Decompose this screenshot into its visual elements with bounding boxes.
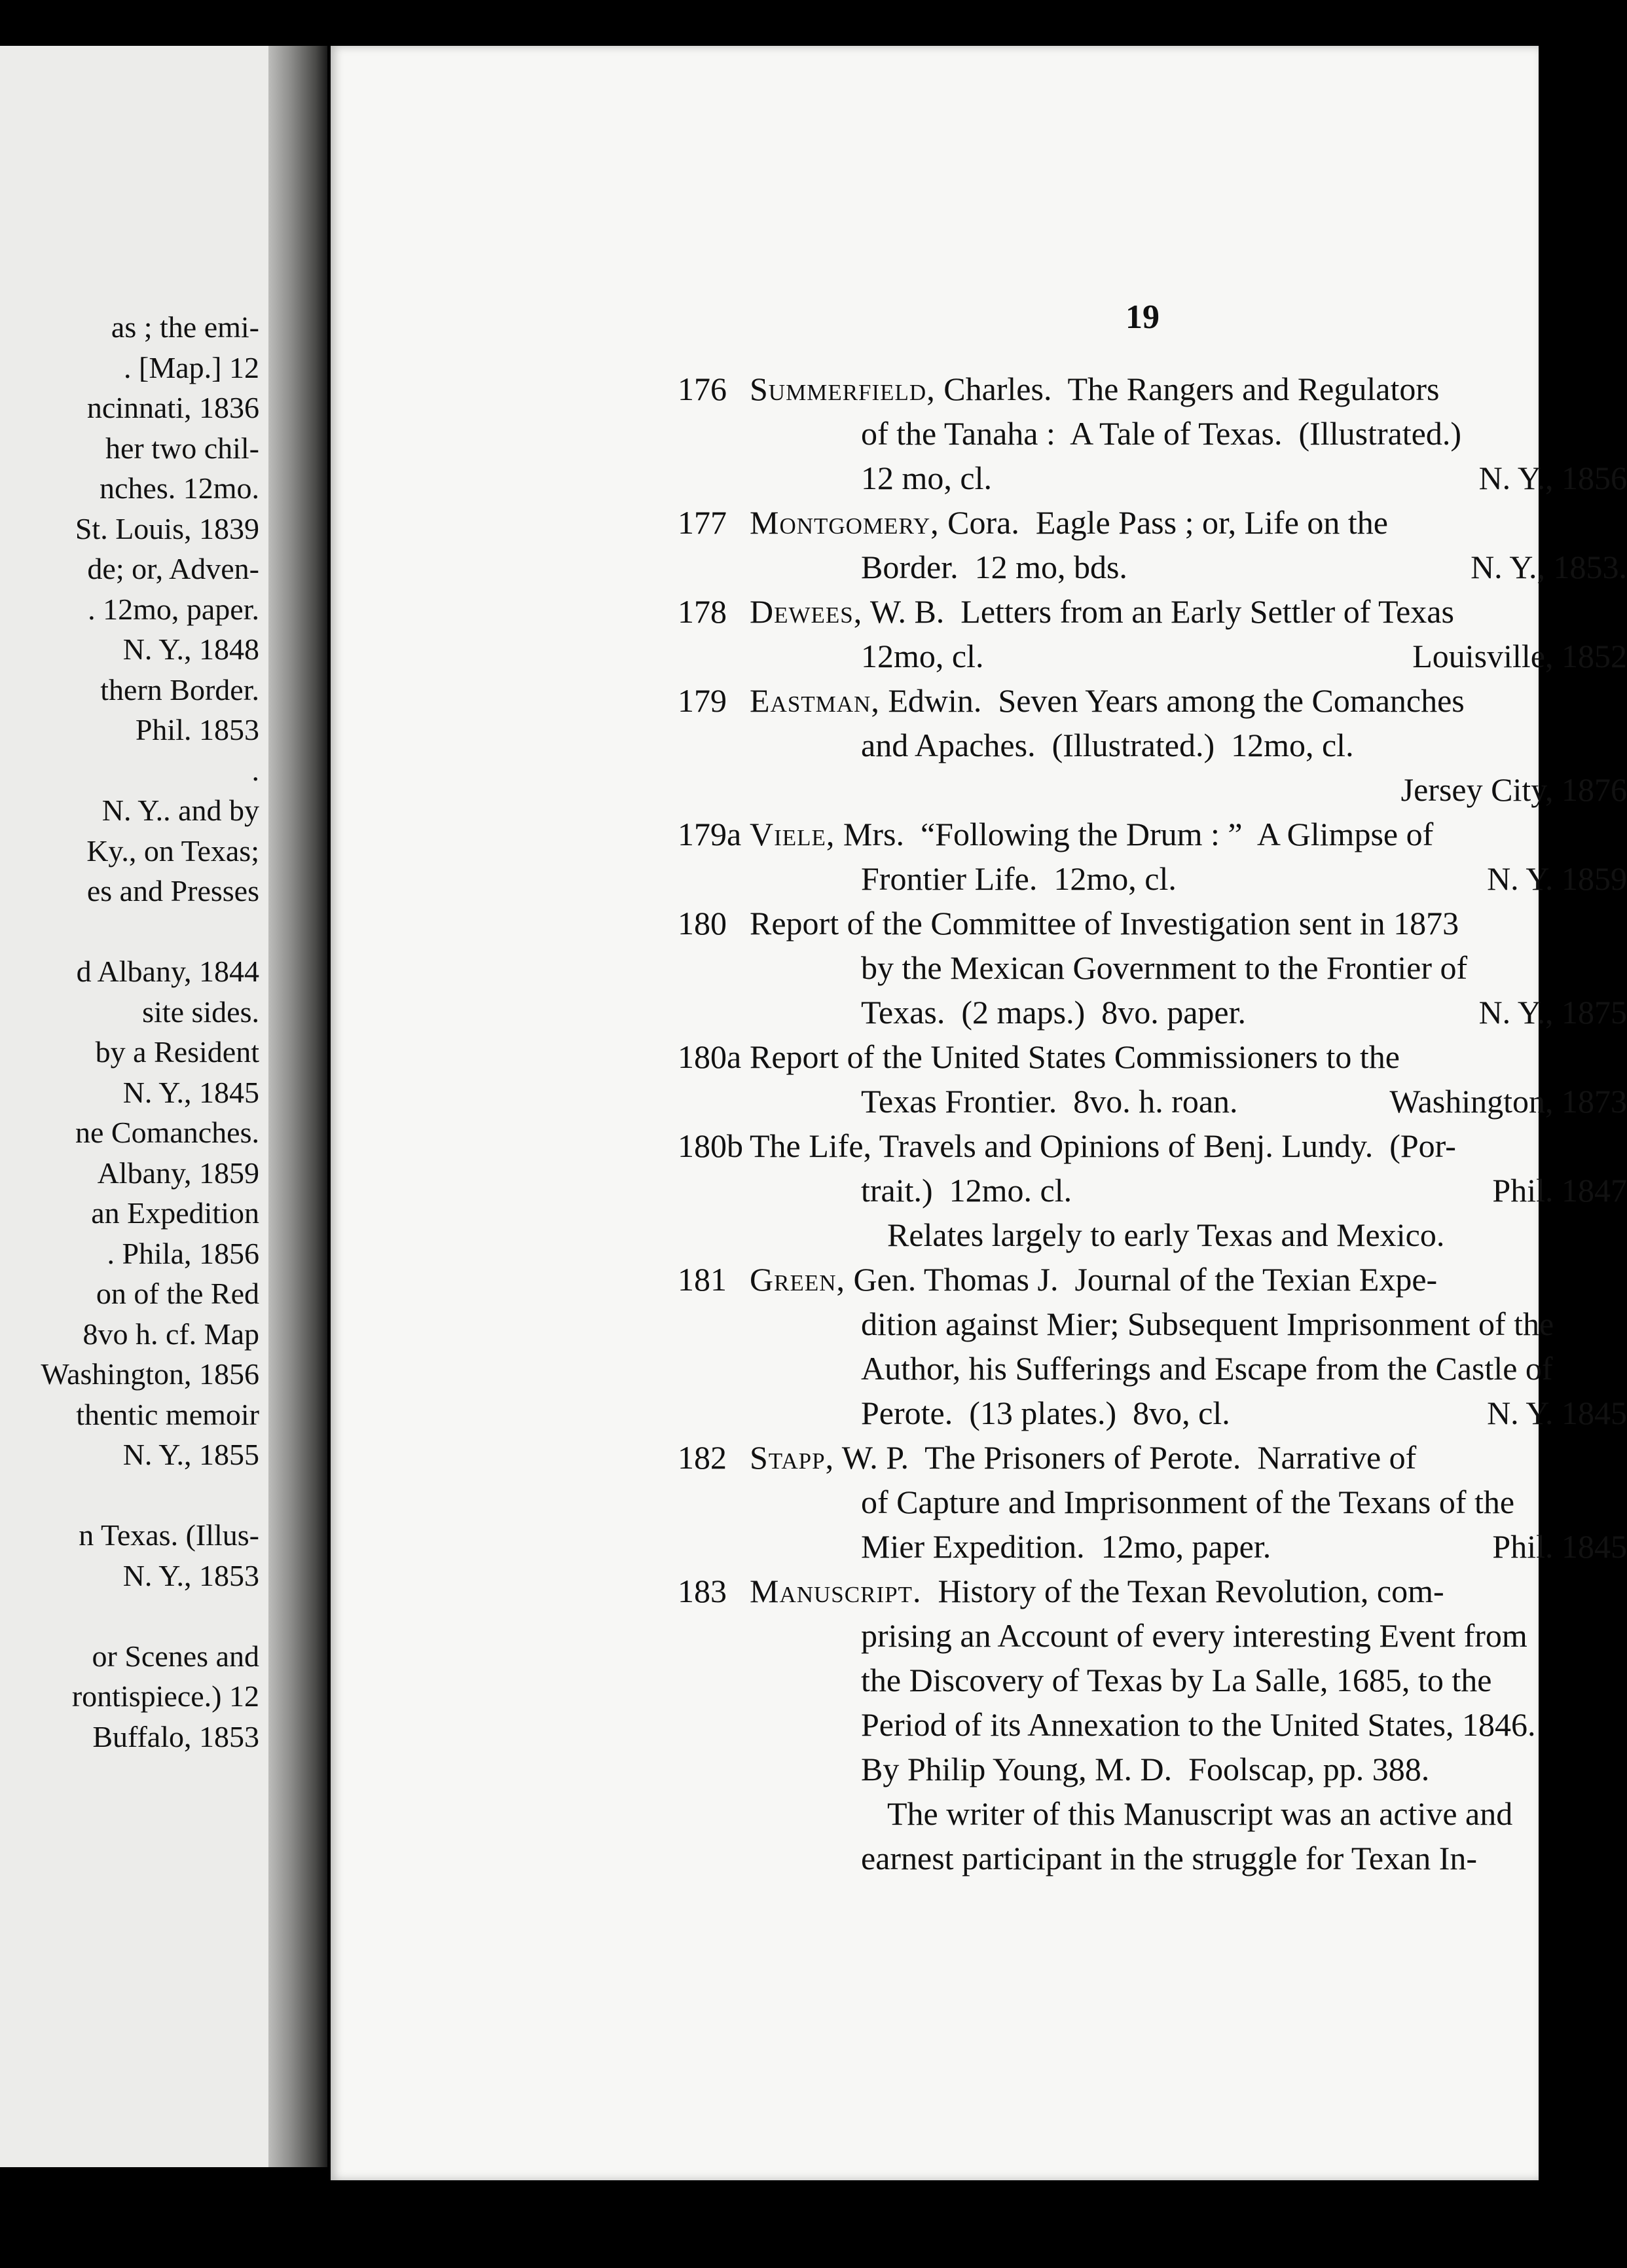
imprint: Phil. 1845 — [1492, 1528, 1627, 1565]
entry-line — [678, 545, 1627, 589]
left-page-line: thern Border. — [100, 672, 259, 706]
entry-text — [750, 856, 1627, 901]
entry-line-left — [861, 1617, 1527, 1654]
gutter-shadow — [268, 46, 327, 2167]
entry-text — [750, 1346, 1627, 1391]
entry-body: Texas Frontier. 8vo. h. roan. — [861, 1083, 1238, 1120]
left-page-line: thentic memoir — [76, 1397, 259, 1431]
entry-body: Mier Expedition. 12mo, paper. — [861, 1528, 1271, 1565]
entry-line-left — [861, 1524, 1271, 1569]
entry-line-left — [861, 415, 1461, 452]
left-page-line: by a Resident — [95, 1035, 259, 1069]
entry-line — [678, 1168, 1627, 1213]
entry-note: The writer of this Manuscript was an active and — [887, 1795, 1513, 1832]
entry-text — [750, 1257, 1627, 1302]
entry-body: Author, his Sufferings and Escape from the Castle of — [861, 1350, 1553, 1387]
entry-line-content — [750, 905, 1459, 942]
entry-body: Border. 12 mo, bds. — [861, 549, 1127, 585]
entry-line-left — [861, 949, 1467, 986]
entry-line-left — [861, 1391, 1230, 1435]
entry-line-left — [861, 1840, 1477, 1876]
entry-body: trait.) 12mo. cl. — [861, 1172, 1072, 1209]
entry-line-content — [861, 545, 1627, 589]
left-page-line: . [Map.] 12 — [124, 350, 259, 384]
entry-number: 179a — [678, 816, 742, 852]
left-page-line: d Albany, 1844 — [76, 955, 259, 988]
entry-line — [678, 723, 1627, 767]
entry-line-left — [861, 1751, 1429, 1787]
catalogue-entry — [678, 367, 1627, 500]
entry-text — [750, 1747, 1627, 1791]
entry-line — [678, 1524, 1627, 1569]
left-page-line: rontispiece.) 12 — [71, 1679, 259, 1713]
page-number: 19 — [1125, 299, 1160, 336]
entry-line — [678, 1791, 1627, 1836]
entry-body: 12 mo, cl. — [861, 460, 992, 496]
entry-text — [750, 1302, 1627, 1346]
entry-line-left — [861, 1662, 1491, 1698]
entry-heading: Green, — [750, 1261, 845, 1298]
entry-line-left — [861, 1706, 1535, 1743]
imprint: N. Y., 1856 — [1478, 460, 1627, 496]
entry-body: dition against Mier; Subsequent Imprisonment of the — [861, 1306, 1554, 1342]
imprint: N. Y., 1853. — [1471, 549, 1627, 585]
entry-number: 176 — [678, 371, 727, 407]
entry-line-content — [861, 727, 1354, 763]
entry-text — [750, 456, 1627, 500]
entry-line-left — [861, 1350, 1553, 1387]
entry-body: Edwin. Seven Years among the Comanches — [879, 682, 1465, 719]
entry-line-content — [861, 1350, 1553, 1387]
entry-text — [750, 767, 1627, 812]
left-page-line: N. Y., 1855 — [122, 1438, 259, 1471]
catalogue-entry — [678, 500, 1627, 589]
entry-line-content — [861, 1391, 1627, 1435]
entry-line — [678, 589, 1627, 634]
entry-line — [678, 1079, 1627, 1124]
entry-text — [750, 1480, 1627, 1524]
entry-line-left — [750, 593, 1454, 630]
left-page-line: . 12mo, paper. — [88, 592, 259, 626]
entry-text — [750, 812, 1627, 856]
entry-text — [750, 589, 1627, 634]
entry-line — [678, 1435, 1627, 1480]
entry-line-content — [861, 1306, 1554, 1342]
entry-text — [750, 1702, 1627, 1747]
entry-line-content — [861, 1079, 1627, 1124]
entry-number: 181 — [678, 1261, 727, 1298]
left-page-line: es and Presses — [86, 874, 259, 907]
entry-line-content — [750, 1439, 1416, 1476]
entry-line — [678, 1836, 1627, 1880]
entry-heading: Stapp, — [750, 1439, 835, 1476]
entry-line-content — [861, 856, 1627, 901]
entry-text — [750, 1524, 1627, 1569]
entry-line-content — [861, 1484, 1514, 1520]
entry-line-left — [750, 1038, 1400, 1075]
entry-line-content — [861, 1662, 1491, 1698]
entry-line — [678, 634, 1627, 678]
entry-heading: Viele, — [750, 816, 835, 852]
entry-body: Gen. Thomas J. Journal of the Texian Expe- — [845, 1261, 1438, 1298]
catalogue-entry — [678, 812, 1627, 901]
main-page — [331, 46, 1627, 2180]
left-page-line: ncinnati, 1836 — [86, 391, 259, 424]
imprint: Phil. 1847 — [1492, 1172, 1627, 1209]
catalogue-entry — [678, 901, 1627, 1034]
left-page-line: Ky., on Texas; — [86, 833, 259, 868]
left-page-line: Buffalo, 1853 — [92, 1719, 259, 1753]
entry-line — [678, 367, 1627, 411]
imprint: N. Y. 1859 — [1487, 860, 1627, 897]
entry-number: 180b — [678, 1127, 743, 1164]
entry-line-content — [750, 1261, 1437, 1298]
entry-body: prising an Account of every interesting Event from — [861, 1617, 1527, 1654]
entry-line-left — [750, 1127, 1456, 1164]
entry-body: The Life, Travels and Opinions of Benj. Lundy. (Por- — [750, 1127, 1456, 1164]
entry-line — [678, 812, 1627, 856]
entry-heading: Summerfield, — [750, 371, 936, 407]
left-page-line: her two chil- — [105, 431, 259, 465]
entry-body: W. P. The Prisoners of Perote. Narrative of — [834, 1439, 1417, 1476]
entry-note: Relates largely to early Texas and Mexico. — [887, 1216, 1445, 1253]
facing-page-left — [0, 46, 268, 2167]
entry-text — [750, 990, 1627, 1034]
entry-text — [750, 1391, 1627, 1435]
entry-line — [678, 1747, 1627, 1791]
entry-number: 180a — [678, 1038, 742, 1075]
left-page-line: site sides. — [142, 995, 259, 1029]
entry-line — [678, 1257, 1627, 1302]
entry-body: the Discovery of Texas by La Salle, 1685, to the — [861, 1662, 1492, 1698]
entry-heading: Manuscript. — [750, 1573, 922, 1609]
entry-text — [750, 1836, 1627, 1880]
entry-line-content — [861, 1840, 1477, 1876]
entry-line-content — [861, 415, 1461, 452]
entry-body: Frontier Life. 12mo, cl. — [861, 860, 1177, 897]
entry-line-left — [861, 634, 983, 678]
entry-line — [678, 1480, 1627, 1524]
entry-line-left — [861, 727, 1354, 763]
entry-body: W. B. Letters from an Early Settler of Texas — [862, 593, 1454, 630]
left-page-line: 8vo h. cf. Map — [82, 1317, 259, 1351]
entry-line — [678, 1034, 1627, 1079]
catalogue-entry — [678, 1435, 1627, 1569]
entry-number: 179 — [678, 682, 727, 719]
entry-line-content — [861, 1524, 1627, 1569]
left-page-line: nches. 12mo. — [99, 471, 259, 505]
entry-number: 177 — [678, 504, 727, 541]
entry-text — [750, 411, 1627, 456]
left-page-line: Albany, 1859 — [97, 1156, 259, 1190]
entry-line-left — [750, 816, 1433, 852]
entry-line-left — [861, 1079, 1238, 1124]
entry-text — [750, 1613, 1627, 1658]
left-page-line: Phil. 1853 — [135, 713, 259, 746]
entry-number: 183 — [678, 1573, 727, 1609]
left-page-line: on of the Red — [96, 1277, 259, 1310]
entry-number: 182 — [678, 1439, 727, 1476]
entry-body: Perote. (13 plates.) 8vo, cl. — [861, 1395, 1230, 1431]
entry-line-left — [750, 1573, 1444, 1609]
catalogue-entry — [678, 1257, 1627, 1435]
entry-text — [750, 945, 1627, 990]
entry-heading: Dewees, — [750, 593, 863, 630]
entry-line — [678, 456, 1627, 500]
entry-text — [750, 1213, 1627, 1257]
left-page-line: N. Y., 1845 — [122, 1075, 259, 1109]
left-page-line: or Scenes and — [92, 1639, 259, 1673]
entry-body: History of the Texan Revolution, com- — [921, 1573, 1444, 1609]
entry-text — [750, 634, 1627, 678]
imprint: N. Y. 1845 — [1487, 1395, 1627, 1431]
left-page-line: as ; the emi- — [111, 310, 259, 344]
entry-line — [678, 411, 1627, 456]
entry-line — [678, 678, 1627, 723]
entry-line-content — [861, 949, 1467, 986]
left-page-line: St. Louis, 1839 — [75, 511, 259, 545]
entry-text — [750, 1658, 1627, 1702]
entry-text — [750, 678, 1627, 723]
entry-body: Texas. (2 maps.) 8vo. paper. — [861, 994, 1247, 1031]
imprint: N. Y., 1875 — [1478, 994, 1627, 1031]
imprint: Louisville, 1852 — [1412, 638, 1627, 674]
entry-line-content — [750, 593, 1454, 630]
entry-line-left — [750, 371, 1439, 407]
entry-line — [678, 1613, 1627, 1658]
entry-text — [750, 1034, 1627, 1079]
left-page-line: . — [251, 753, 259, 787]
imprint: Washington, 1873 — [1389, 1083, 1627, 1120]
entry-line — [678, 1658, 1627, 1702]
entry-number: 180 — [678, 905, 727, 942]
entry-line — [678, 1702, 1627, 1747]
entry-line — [678, 945, 1627, 990]
entry-line-content — [861, 990, 1627, 1034]
entry-line-content — [750, 1127, 1456, 1164]
entry-line — [678, 1124, 1627, 1168]
entry-body: Report of the Committee of Investigation sent in 1873 — [750, 905, 1459, 942]
entry-body: Cora. Eagle Pass ; or, Life on the — [939, 504, 1388, 541]
entry-body: 12mo, cl. — [861, 638, 984, 674]
entry-line — [678, 1346, 1627, 1391]
entry-line — [678, 1213, 1627, 1257]
catalogue-entry — [678, 1034, 1627, 1124]
entry-line — [678, 1391, 1627, 1435]
entry-line-left — [861, 990, 1246, 1034]
entry-body: of the Tanaha : A Tale of Texas. (Illustrated.) — [861, 415, 1462, 452]
entry-line-left — [750, 1439, 1416, 1476]
entry-line — [678, 990, 1627, 1034]
entry-text — [750, 367, 1627, 411]
entry-body: of Capture and Imprisonment of the Texans of the — [861, 1484, 1515, 1520]
catalogue-entries — [678, 367, 1627, 1880]
entry-line-left — [861, 1168, 1072, 1213]
catalogue-entry — [678, 589, 1627, 678]
entry-text — [750, 1435, 1627, 1480]
left-page-line: N. Y.. and by — [101, 794, 259, 827]
catalogue-entry — [678, 1124, 1627, 1257]
entry-text — [750, 1124, 1627, 1168]
entry-line-content — [861, 456, 1627, 500]
entry-body: Report of the United States Commissioners to the — [750, 1038, 1400, 1075]
entry-line-content — [750, 371, 1439, 407]
entry-line-left — [861, 1484, 1514, 1520]
entry-line-content — [750, 682, 1465, 719]
entry-line — [678, 856, 1627, 901]
entry-line-content — [861, 1168, 1627, 1213]
catalogue-entry — [678, 678, 1627, 812]
entry-line — [678, 1302, 1627, 1346]
left-page-line: n Texas. (Illus- — [79, 1518, 259, 1552]
entry-line-left — [750, 1261, 1437, 1298]
entry-text — [750, 1168, 1627, 1213]
entry-line-left — [750, 682, 1465, 719]
entry-line-content — [861, 1751, 1429, 1787]
entry-line — [678, 767, 1627, 812]
left-page-line: N. Y., 1853 — [122, 1558, 259, 1592]
left-page-line: an Expedition — [91, 1196, 259, 1230]
entry-body: earnest participant in the struggle for Texan In- — [861, 1840, 1478, 1876]
entry-body: Period of its Annexation to the United States, 1846. — [861, 1706, 1536, 1743]
entry-line-left — [750, 504, 1388, 541]
entry-text — [750, 1569, 1627, 1613]
entry-heading: Eastman, — [750, 682, 880, 719]
entry-number: 178 — [678, 593, 727, 630]
entry-body: by the Mexican Government to the Frontier of — [861, 949, 1468, 986]
entry-body: Mrs. “Following the Drum : ” A Glimpse of — [835, 816, 1434, 852]
left-page-line: . Phila, 1856 — [107, 1236, 259, 1270]
entry-text — [750, 500, 1627, 545]
entry-body: and Apaches. (Illustrated.) 12mo, cl. — [861, 727, 1354, 763]
entry-line-left — [861, 1306, 1554, 1342]
entry-text — [750, 1079, 1627, 1124]
entry-line-content — [861, 1617, 1527, 1654]
entry-body: By Philip Young, M. D. Foolscap, pp. 388. — [861, 1751, 1430, 1787]
left-page-line: Washington, 1856 — [41, 1357, 259, 1391]
imprint: Jersey City, 1876 — [1400, 771, 1627, 808]
entry-line-left — [861, 456, 992, 500]
entry-line-content — [750, 816, 1433, 852]
entry-line-content — [750, 504, 1388, 541]
entry-body: Charles. The Rangers and Regulators — [935, 371, 1440, 407]
entry-line — [678, 500, 1627, 545]
entry-text — [750, 1791, 1627, 1836]
entry-line-content — [750, 1573, 1444, 1609]
entry-line-content — [861, 1706, 1535, 1743]
entry-line-content — [750, 1038, 1400, 1075]
entry-line — [678, 1569, 1627, 1613]
left-page-line: ne Comanches. — [75, 1116, 259, 1149]
entry-line-content — [861, 634, 1627, 678]
entry-heading: Montgomery, — [750, 504, 940, 541]
entry-text — [750, 545, 1627, 589]
entry-line — [678, 901, 1627, 945]
entry-text — [750, 901, 1627, 945]
entry-line-left — [861, 545, 1127, 589]
left-page-line: N. Y., 1848 — [122, 632, 259, 666]
entry-line-left — [750, 905, 1459, 942]
left-page-line: de; or, Adven- — [87, 552, 259, 585]
entry-line-left — [861, 856, 1177, 901]
entry-text — [750, 723, 1627, 767]
catalogue-entry — [678, 1569, 1627, 1880]
